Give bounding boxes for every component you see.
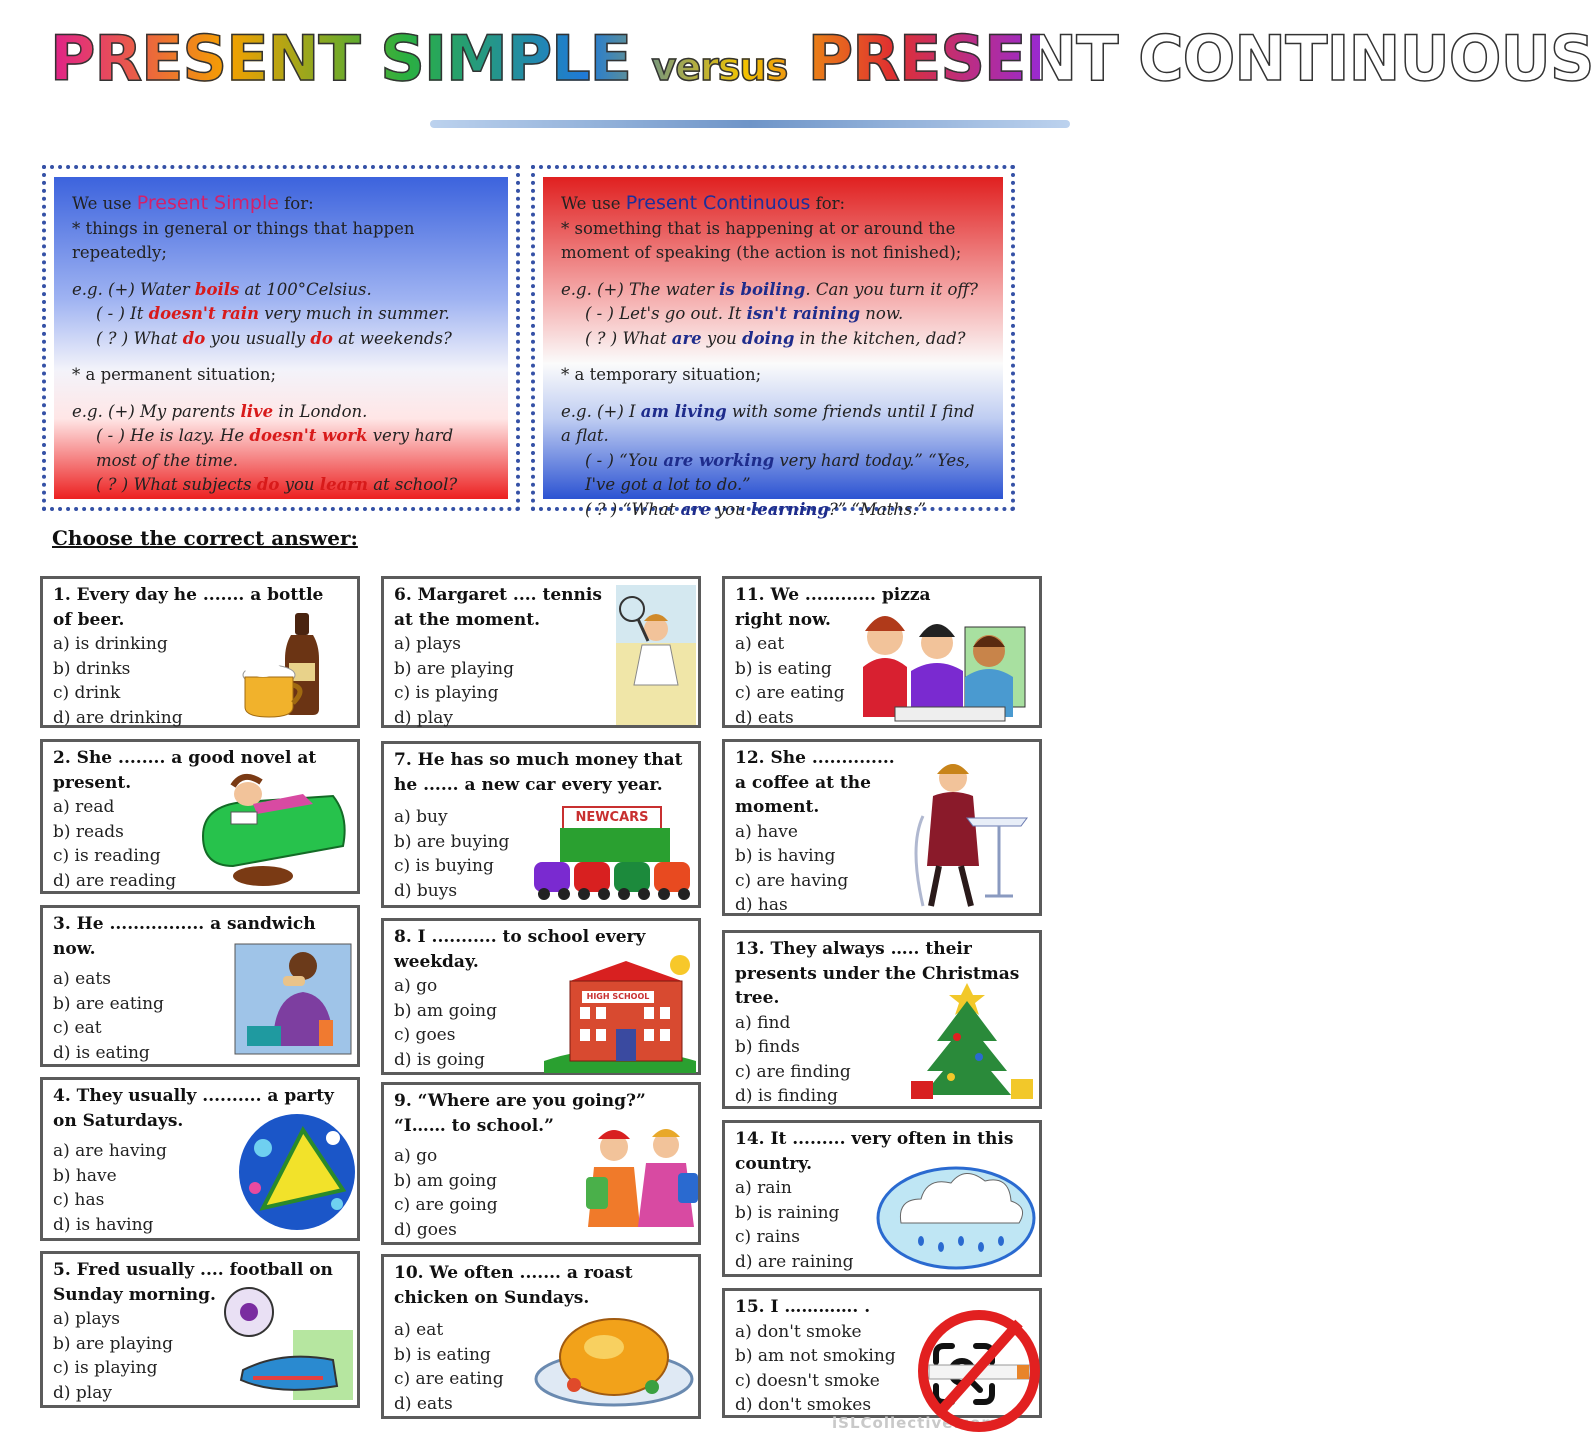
school-sign: HIGH SCHOOL	[582, 991, 654, 1003]
option-c[interactable]: c) are eating	[394, 1369, 504, 1389]
option-b[interactable]: b) is eating	[735, 658, 832, 679]
option-a[interactable]: a) eat	[394, 1320, 444, 1340]
question-card-13	[722, 930, 1042, 1109]
example-negative-1: ( - ) Let's go out. It isn't raining now.	[585, 304, 904, 323]
question-text: 9. “Where are you going?” “I…… to school.”	[394, 1091, 646, 1136]
question-text: 2. She ........ a good novel at present.	[53, 748, 317, 793]
option-a[interactable]: a) eats	[53, 969, 111, 989]
option-b[interactable]: b) am going	[394, 1170, 497, 1191]
option-a[interactable]: a) don't smoke	[735, 1321, 862, 1342]
option-c[interactable]: c) eat	[53, 1018, 102, 1038]
option-a[interactable]: a) eat	[735, 634, 785, 654]
use-2: * a permanent situation;	[72, 365, 277, 384]
option-c[interactable]: c) is buying	[394, 856, 494, 876]
intro-line: We use Present Simple for:	[72, 192, 314, 214]
instruction-heading: Choose the correct answer:	[52, 526, 358, 550]
option-b[interactable]: b) are eating	[53, 993, 164, 1014]
option-d[interactable]: d) is eating	[53, 1042, 150, 1063]
option-a[interactable]: a) plays	[53, 1309, 120, 1329]
option-d[interactable]: d) goes	[394, 1219, 457, 1240]
option-c[interactable]: c) is playing	[53, 1358, 158, 1378]
present-simple-rules-content	[54, 177, 508, 499]
question-text: 5. Fred usually .... football on Sunday morning.	[53, 1260, 333, 1305]
option-b[interactable]: b) am not smoking	[735, 1346, 896, 1366]
example-question-2: ( ? ) What subjects do you learn at school?	[96, 475, 458, 494]
title-present-simple: PRESENT SIMPLE	[50, 22, 632, 95]
example-question-1: ( ? ) What are you doing in the kitchen, dad?	[585, 328, 966, 348]
option-b[interactable]: b) are playing	[394, 658, 514, 679]
question-text: 6. Margaret .... tennis at the moment.	[394, 585, 602, 630]
use-2: * a temporary situation;	[561, 365, 762, 384]
option-b[interactable]: b) have	[53, 1165, 117, 1186]
question-text: 11. We ............ pizza right now.	[735, 585, 931, 630]
option-c[interactable]: c) goes	[394, 1025, 456, 1045]
option-d[interactable]: d) are drinking	[53, 707, 183, 728]
question-card-9	[381, 1082, 701, 1245]
option-c[interactable]: c) doesn't smoke	[735, 1370, 880, 1391]
question-card-10	[381, 1254, 701, 1419]
title-underline	[430, 120, 1070, 128]
tense-name: Present Continuous	[625, 192, 811, 214]
present-simple-rules-box	[42, 165, 520, 511]
question-card-14	[722, 1120, 1042, 1277]
option-b[interactable]: b) are buying	[394, 831, 510, 852]
question-text: 4. They usually .......... a party on Saturdays.	[53, 1086, 334, 1131]
option-b[interactable]: b) reads	[53, 821, 124, 842]
option-c[interactable]: c) rains	[735, 1227, 800, 1247]
question-text: 10. We often ....... a roast chicken on Sundays.	[394, 1263, 633, 1308]
option-b[interactable]: b) is raining	[735, 1202, 840, 1223]
question-text: 1. Every day he ....... a bottle of beer.	[53, 585, 324, 630]
option-c[interactable]: c) are eating	[735, 683, 845, 703]
option-a[interactable]: a) go	[394, 1146, 438, 1166]
example-question-1: ( ? ) What do you usually do at weekends?	[96, 328, 452, 348]
option-b[interactable]: b) are playing	[53, 1333, 173, 1354]
question-card-5	[40, 1251, 360, 1408]
option-c[interactable]: c) drink	[53, 683, 121, 703]
question-card-4	[40, 1077, 360, 1241]
use-1: * something that is happening at or around the moment of speaking (the action is not finished);	[561, 218, 962, 262]
question-card-3	[40, 905, 360, 1067]
option-a[interactable]: a) rain	[735, 1178, 792, 1198]
option-d[interactable]: d) has	[735, 895, 788, 915]
title-versus: versus	[651, 45, 788, 89]
question-card-15	[722, 1288, 1042, 1418]
example-positive-2: e.g. (+) My parents live in London.	[72, 401, 368, 421]
present-continuous-rules-box	[531, 165, 1015, 519]
option-a[interactable]: a) have	[735, 821, 798, 842]
question-card-12	[722, 739, 1042, 916]
option-d[interactable]: d) buys	[394, 880, 458, 901]
option-a[interactable]: a) is drinking	[53, 634, 168, 654]
option-d[interactable]: d) play	[394, 707, 453, 728]
option-a[interactable]: a) go	[394, 976, 438, 996]
question-card-2	[40, 739, 360, 894]
option-b[interactable]: b) is having	[735, 846, 836, 866]
option-d[interactable]: d) is going	[394, 1049, 485, 1070]
question-text: 15. I …………. .	[735, 1297, 871, 1317]
option-c[interactable]: c) is reading	[53, 846, 161, 866]
option-d[interactable]: d) eats	[735, 707, 794, 728]
option-c[interactable]: c) are going	[394, 1195, 498, 1215]
question-card-1	[40, 576, 360, 728]
example-negative-2: ( - ) “You are working very hard today.” “Yes, I've got a lot to do.”	[585, 450, 970, 494]
option-a[interactable]: a) find	[735, 1012, 791, 1033]
option-d[interactable]: d) play	[53, 1382, 112, 1403]
option-a[interactable]: a) read	[53, 797, 115, 817]
question-text: 7. He has so much money that he ...... a new car every year.	[394, 750, 683, 795]
option-d[interactable]: d) eats	[394, 1393, 453, 1414]
title-present-continuous: PRESENT CONTINUOUS	[807, 22, 1594, 95]
option-c[interactable]: c) are finding	[735, 1061, 851, 1082]
option-d[interactable]: d) is having	[53, 1214, 154, 1235]
option-a[interactable]: a) plays	[394, 634, 461, 654]
worksheet-title	[50, 12, 1594, 132]
option-d[interactable]: d) don't smokes	[735, 1395, 872, 1415]
watermark: iSLCollective.com	[832, 1414, 998, 1432]
question-text: 14. It ......... very often in this country.	[735, 1129, 1014, 1174]
option-b[interactable]: b) drinks	[53, 658, 131, 679]
question-text: 8. I ........... to school every weekday.	[394, 927, 646, 972]
option-a[interactable]: a) are having	[53, 1141, 167, 1161]
option-c[interactable]: c) are having	[735, 870, 849, 891]
example-positive-2: e.g. (+) I am living with some friends until I find a flat.	[561, 401, 975, 445]
present-continuous-rules-content	[543, 177, 1003, 519]
example-negative-2: ( - ) He is lazy. He doesn't work very hard most of the time.	[96, 426, 454, 470]
option-b[interactable]: b) finds	[735, 1037, 800, 1057]
option-b[interactable]: b) am going	[394, 1000, 497, 1021]
question-text: 3. He ................ a sandwich now.	[53, 914, 316, 959]
question-card-8	[381, 918, 701, 1075]
question-card-6	[381, 576, 701, 728]
car-sign: NEWCARS	[562, 806, 662, 830]
option-a[interactable]: a) buy	[394, 807, 448, 827]
tense-name: Present Simple	[136, 192, 279, 214]
question-text: 13. They always ….. their presents under the Christmas tree.	[735, 939, 1020, 1008]
title-text	[50, 22, 1594, 95]
option-b[interactable]: b) is eating	[394, 1344, 491, 1365]
example-negative-1: ( - ) It doesn't rain very much in summer.	[96, 304, 450, 323]
use-1: * things in general or things that happen repeatedly;	[72, 218, 415, 262]
question-card-11	[722, 576, 1042, 728]
example-positive-1: e.g. (+) The water is boiling. Can you turn it off?	[561, 279, 978, 299]
example-positive-1: e.g. (+) Water boils at 100°Celsius.	[72, 279, 372, 299]
intro-line: We use Present Continuous for:	[561, 192, 846, 214]
example-question-2: ( ? ) “What are you learning?” “Maths.”	[585, 499, 926, 519]
question-text: 12. She .............. a coffee at the moment.	[735, 748, 895, 817]
option-d[interactable]: d) is finding	[735, 1086, 838, 1106]
option-d[interactable]: d) are reading	[53, 870, 177, 891]
question-card-7	[381, 741, 701, 908]
option-c[interactable]: c) is playing	[394, 683, 499, 703]
option-c[interactable]: c) has	[53, 1190, 105, 1210]
option-d[interactable]: d) are raining	[735, 1251, 854, 1272]
